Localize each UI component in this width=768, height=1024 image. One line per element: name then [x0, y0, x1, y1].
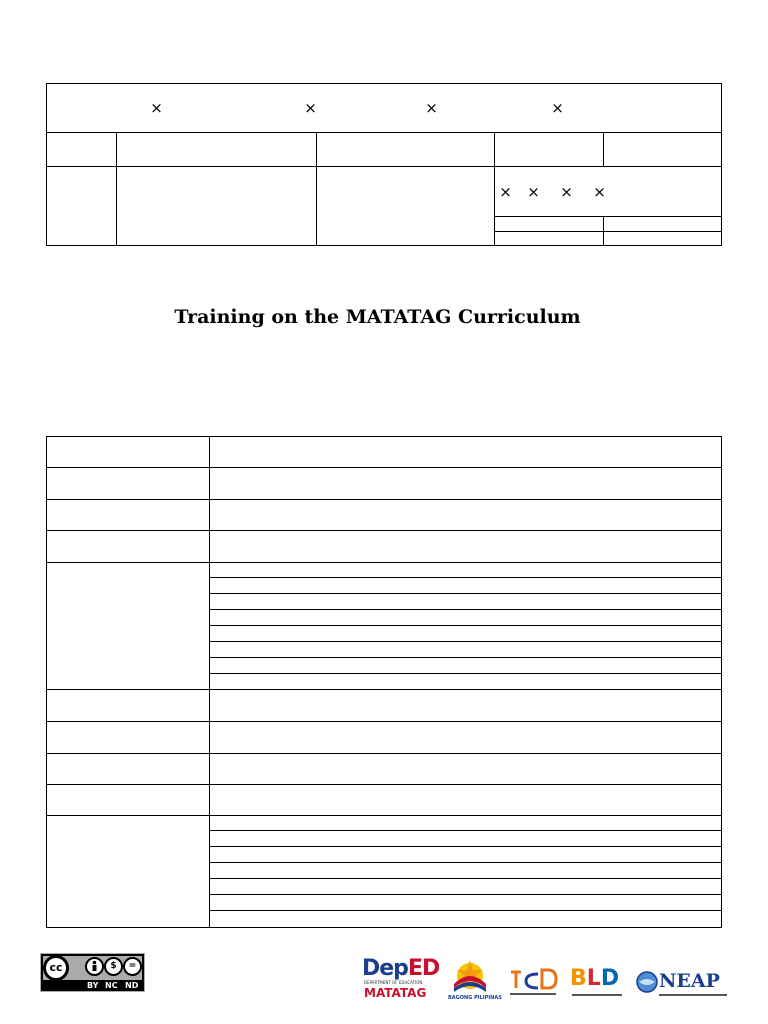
form-row-divider: [46, 753, 722, 754]
header-mark: ×: [593, 183, 606, 201]
license-label-nc: NC: [105, 981, 118, 990]
bld-letter-l: L: [586, 966, 601, 991]
deped-matatag-logo: [360, 956, 440, 1002]
header-mark: ×: [150, 99, 163, 117]
license-label-nd: ND: [125, 981, 139, 990]
form-subrow-divider: [209, 625, 722, 626]
form-subrow-divider: [209, 673, 722, 674]
form-subrow-divider: [209, 846, 722, 847]
form-subrow-divider: [209, 641, 722, 642]
form-subrow-divider: [209, 657, 722, 658]
deped-text-part2: ED: [407, 956, 440, 981]
form-row-divider: [46, 562, 722, 563]
form-row-divider: [46, 815, 722, 816]
header-col-divider-1: [116, 132, 117, 246]
header-col-divider-4: [603, 132, 604, 166]
form-subrow-divider: [209, 862, 722, 863]
header-mark: ×: [560, 183, 573, 201]
neap-globe-icon: [636, 971, 658, 993]
header-row-divider-2: [46, 166, 722, 167]
bld-letter-d: D: [600, 966, 620, 991]
form-subrow-divider: [209, 894, 722, 895]
header-table-border: [46, 83, 722, 246]
license-label-by: BY: [87, 981, 99, 990]
header-col-divider-5: [603, 216, 604, 246]
tcd-logo: [508, 966, 560, 1000]
attribution-icon: [85, 957, 104, 976]
form-subrow-divider: [209, 830, 722, 831]
form-col-divider: [209, 436, 210, 928]
neap-logo: [636, 968, 732, 1002]
matatag-text: MATATAG: [364, 986, 427, 1000]
bld-logo: [570, 966, 626, 1000]
form-row-divider: [46, 467, 722, 468]
header-mark: ×: [499, 183, 512, 201]
header-col-divider-2: [316, 132, 317, 246]
form-row-divider: [46, 784, 722, 785]
header-mark: ×: [425, 99, 438, 117]
deped-subtitle: DEPARTMENT OF EDUCATION: [364, 980, 423, 985]
form-subrow-divider: [209, 910, 722, 911]
header-subrow-divider-2: [494, 231, 722, 232]
noncommercial-icon: $: [104, 957, 123, 976]
neap-text: NEAP: [659, 970, 720, 992]
header-row-divider-1: [46, 132, 722, 133]
bld-letter-b: B: [570, 966, 587, 991]
header-mark: ×: [551, 99, 564, 117]
header-subrow-divider-1: [494, 216, 722, 217]
form-subrow-divider: [209, 878, 722, 879]
header-mark: ×: [304, 99, 317, 117]
deped-text-part1: Dep: [362, 956, 408, 981]
cc-by-nc-nd-icon: [40, 953, 145, 992]
form-subrow-divider: [209, 577, 722, 578]
form-row-divider: [46, 499, 722, 500]
form-row-divider: [46, 721, 722, 722]
form-subrow-divider: [209, 593, 722, 594]
noderivatives-icon: =: [123, 957, 142, 976]
document-title: Training on the MATATAG Curriculum: [174, 306, 581, 328]
form-subrow-divider: [209, 609, 722, 610]
header-mark: ×: [527, 183, 540, 201]
header-col-divider-3: [494, 132, 495, 246]
bagong-pilipinas-text: BAGONG PILIPINAS: [448, 995, 502, 1001]
form-row-divider: [46, 530, 722, 531]
bagong-pilipinas-logo: [440, 956, 500, 1002]
cc-icon: cc: [43, 955, 69, 981]
form-row-divider: [46, 689, 722, 690]
form-table-border: [46, 436, 722, 928]
